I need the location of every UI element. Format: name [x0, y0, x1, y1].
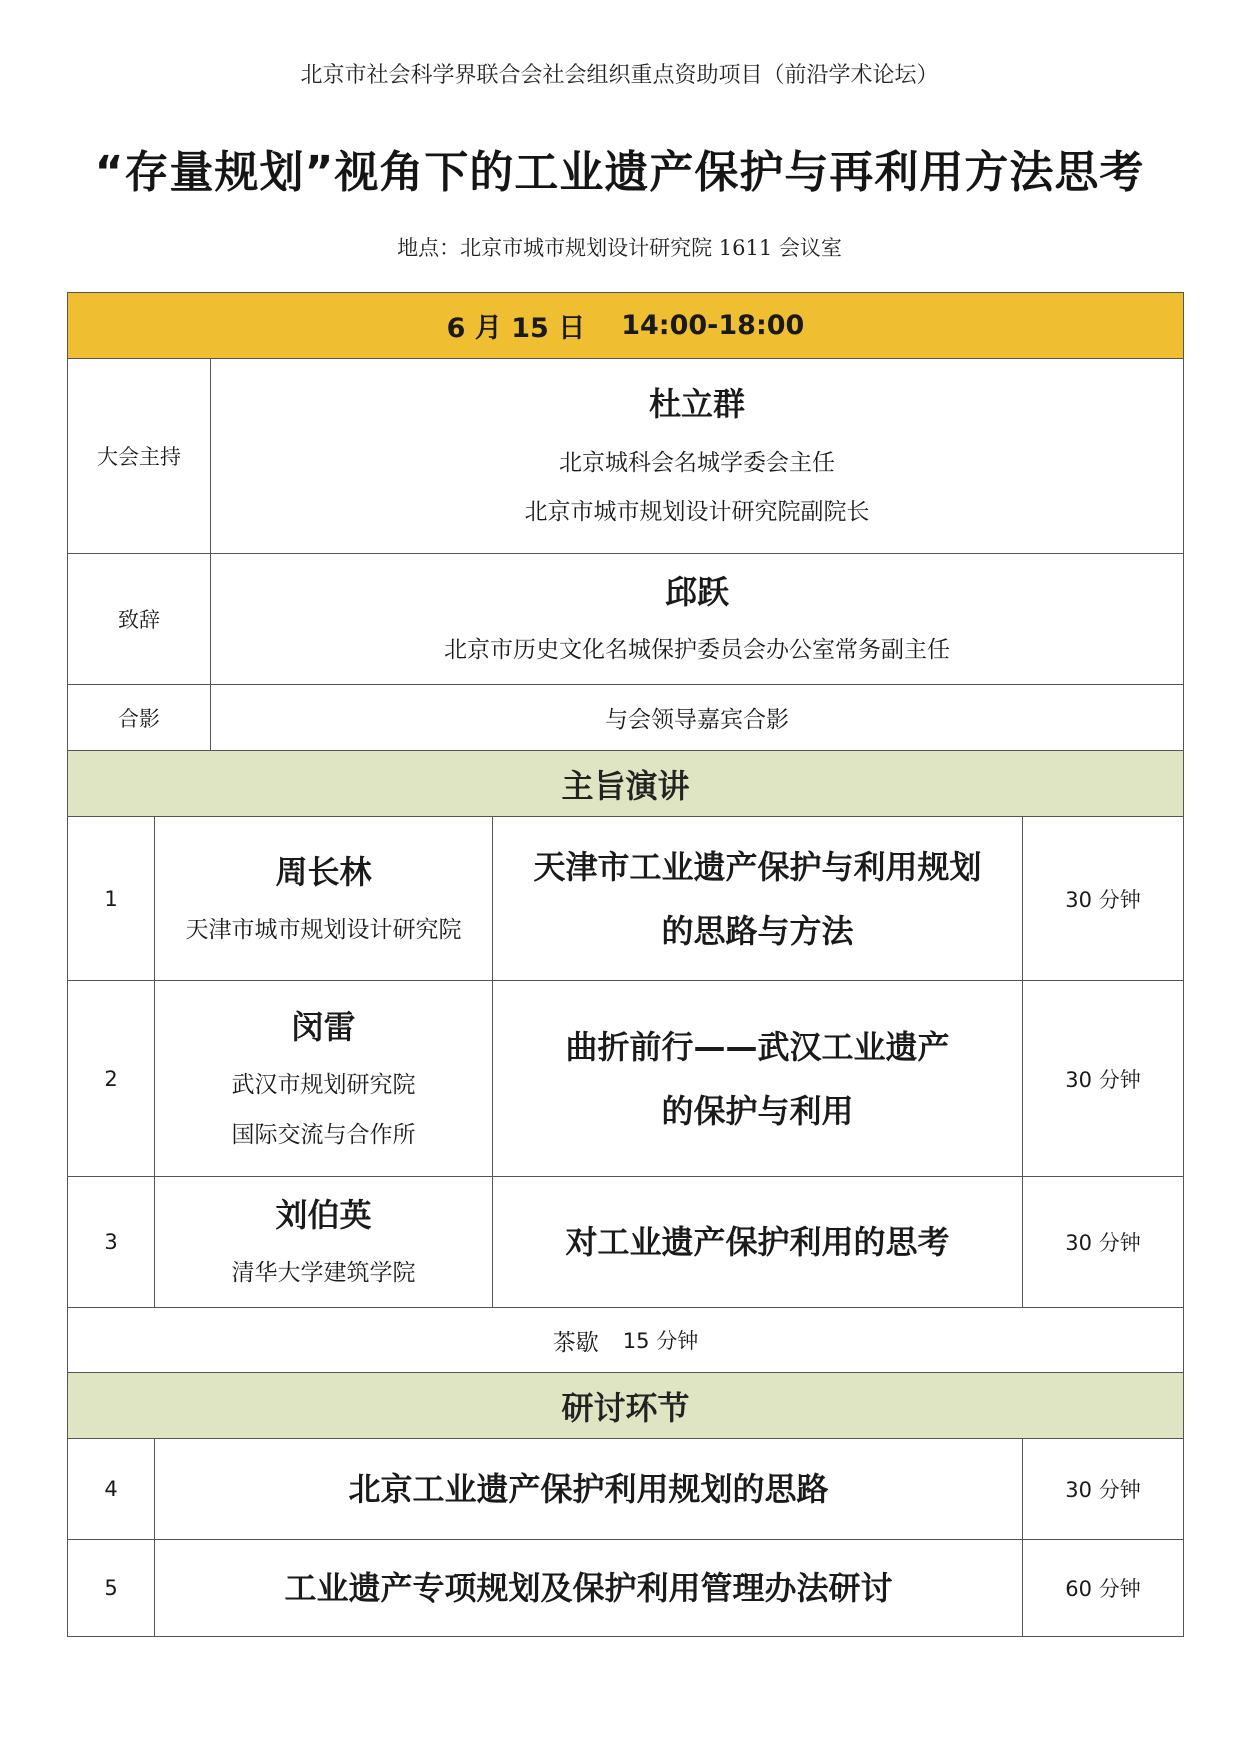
speaker-name: 邱跃 [664, 573, 729, 611]
speaker-org: 清华大学建筑学院 [231, 1260, 416, 1287]
topic-line: 的思路与方法 [661, 911, 854, 950]
item-number: 4 [68, 1439, 155, 1539]
schedule-date: 6 月 15 日 [446, 313, 586, 344]
keynote-section-header: 主旨演讲 [68, 751, 1183, 817]
topic-cell [493, 817, 1023, 980]
topic-line: 天津市工业遗产保护与利用规划 [533, 847, 982, 886]
tea-break-row [68, 1308, 1183, 1373]
item-number: 5 [68, 1540, 155, 1636]
welcome-speech-row [68, 554, 1183, 685]
topic-line: 的保护与利用 [661, 1091, 854, 1130]
duration-cell: 30 分钟 [1065, 1067, 1141, 1092]
speaker-org: 国际交流与合作所 [231, 1121, 416, 1148]
topic-cell [493, 981, 1023, 1176]
speaker-org: 天津市城市规划设计研究院 [185, 916, 462, 943]
speaker-cell [155, 981, 493, 1176]
speaker-name: 周长林 [275, 852, 372, 891]
schedule-table [67, 292, 1184, 1637]
host-name: 杜立群 [648, 385, 745, 424]
host-title-1: 北京城科会名城学委会主任 [559, 449, 835, 476]
role-cell: 合影 [68, 685, 211, 750]
page-title: “存量规划”视角下的工业遗产保护与再利用方法思考 [94, 147, 1145, 198]
discussion-topic: 北京工业遗产保护利用规划的思路 [348, 1470, 829, 1508]
topic-line: 对工业遗产保护利用的思考 [565, 1223, 950, 1261]
speaker-title: 北京市历史文化名城保护委员会办公室常务副主任 [444, 637, 950, 664]
venue-line [0, 232, 1239, 262]
item-number: 2 [68, 981, 155, 1176]
speaker-cell [155, 817, 493, 980]
discussion-topic: 工业遗产专项规划及保护利用管理办法研讨 [284, 1569, 893, 1607]
duration-cell: 60 分钟 [1065, 1577, 1141, 1601]
topic-line: 曲折前行——武汉工业遗产 [565, 1027, 950, 1066]
keynote-row-1 [68, 817, 1183, 981]
topic-cell [155, 1439, 1023, 1539]
speaker-org: 武汉市规划研究院 [231, 1072, 416, 1099]
venue-value: 北京市城市规划设计研究院 1611 会议室 [460, 236, 842, 260]
venue-label: 地点： [397, 236, 461, 260]
break-duration: 15 分钟 [622, 1329, 699, 1353]
item-number: 3 [68, 1177, 155, 1307]
speaker-name: 刘伯英 [275, 1196, 372, 1234]
speaker-name: 闵雷 [291, 1007, 356, 1046]
host-row [68, 359, 1183, 554]
host-content [211, 359, 1183, 553]
discussion-section-header: 研讨环节 [68, 1373, 1183, 1439]
duration-cell: 30 分钟 [1065, 1478, 1141, 1502]
speaker-cell [155, 1177, 493, 1307]
speech-content [211, 554, 1183, 684]
date-row [68, 293, 1183, 359]
topic-cell [155, 1540, 1023, 1636]
group-photo-row [68, 685, 1183, 751]
role-cell: 致辞 [68, 554, 211, 684]
host-title-2: 北京市城市规划设计研究院副院长 [524, 499, 870, 526]
item-number: 1 [68, 817, 155, 980]
project-line: 北京市社会科学界联合会社会组织重点资助项目（前沿学术论坛） [300, 63, 939, 88]
discussion-row-5 [68, 1540, 1183, 1636]
keynote-row-2 [68, 981, 1183, 1177]
role-cell: 大会主持 [68, 359, 211, 553]
group-photo-content: 与会领导嘉宾合影 [605, 707, 789, 733]
discussion-row-4 [68, 1439, 1183, 1540]
keynote-row-3 [68, 1177, 1183, 1308]
duration-cell: 30 分钟 [1065, 1231, 1141, 1255]
schedule-time: 14:00-18:00 [621, 310, 805, 341]
topic-cell [493, 1177, 1023, 1307]
break-label: 茶歇 [552, 1329, 599, 1356]
duration-cell: 30 分钟 [1065, 887, 1141, 912]
